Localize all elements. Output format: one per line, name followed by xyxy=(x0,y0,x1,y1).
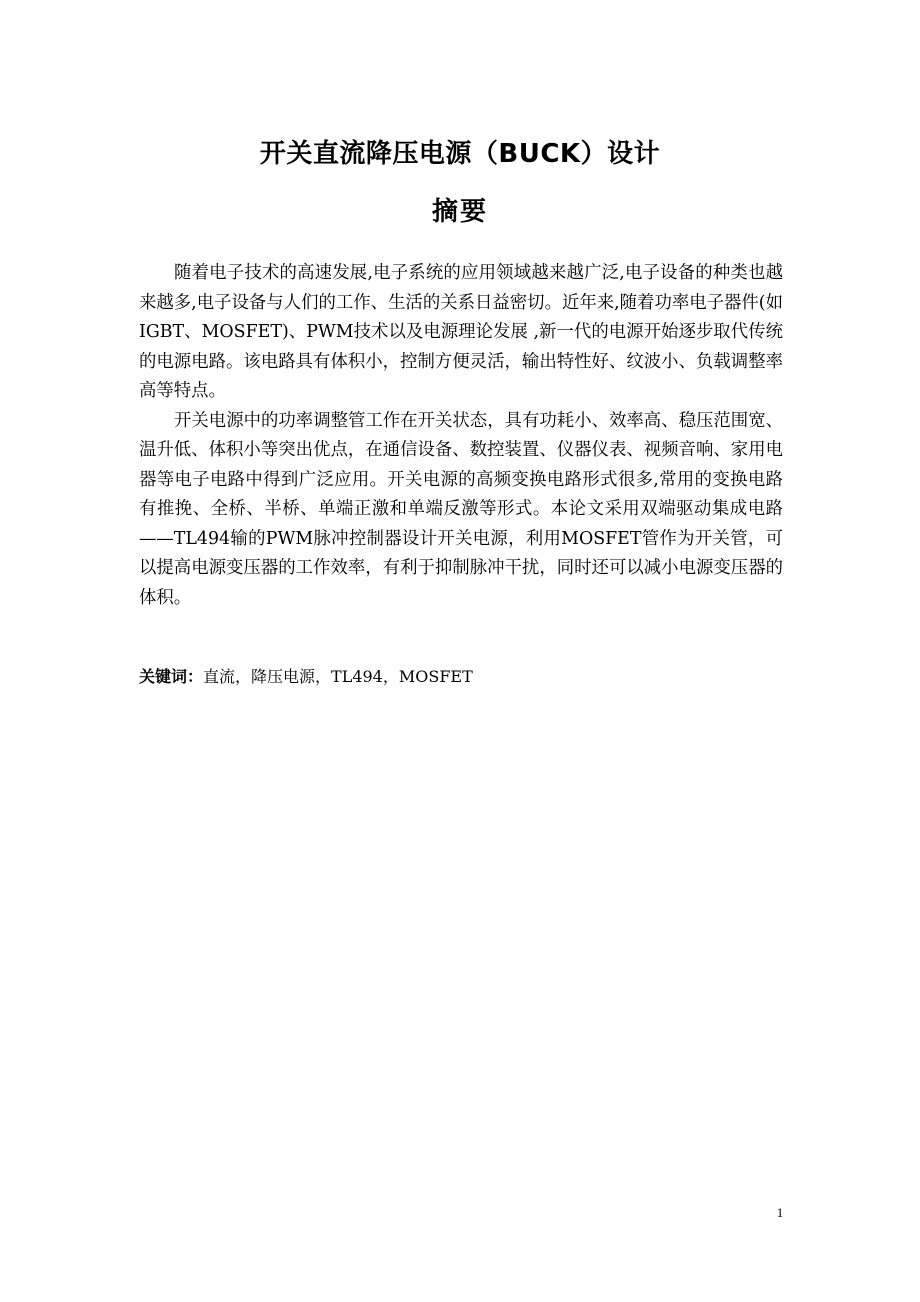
abstract-body xyxy=(139,259,783,613)
keywords-line xyxy=(139,663,783,691)
document-title: 开关直流降压电源（BUCK）设计 xyxy=(259,139,661,169)
abstract-paragraph-2: 开关电源中的功率调整管工作在开关状态，具有功耗小、效率高、稳压范围宽、温升低、体积小等突出优点，在通信设备、数控装置、仪器仪表、视频音响、家用电器等电子电路中得到广泛应用。开关电源的高频变换电路形式很多,常用的变换电路有推挽、全桥、半桥、单端正激和单端反激等形式。本论文采用双端驱动集成电路——TL494输的PWM脉冲控制器设计开关电源，利用MOSFET管作为开关管，可以提高电源变压器的工作效率，有利于抑制脉冲干扰，同时还可以减小电源变压器的体积。 xyxy=(139,410,783,608)
keywords-value: 直流，降压电源，TL494，MOSFET xyxy=(203,667,473,686)
keywords-label: 关键词： xyxy=(139,667,204,686)
page-number: 1 xyxy=(776,1205,784,1220)
abstract-paragraph-1: 随着电子技术的高速发展,电子系统的应用领域越来越广泛,电子设备的种类也越来越多,电子设备与人们的工作、生活的关系日益密切。近年来,随着功率电子器件(如IGBT、MOSFET)、PWM技术以及电源理论发展 ,新一代的电源开始逐步取代传统的电源电路。该电路具有体积小，控制方便灵活，输出特性好、纹波小、负载调整率高等特点。 xyxy=(139,263,783,401)
abstract-heading: 摘要 xyxy=(431,197,488,227)
